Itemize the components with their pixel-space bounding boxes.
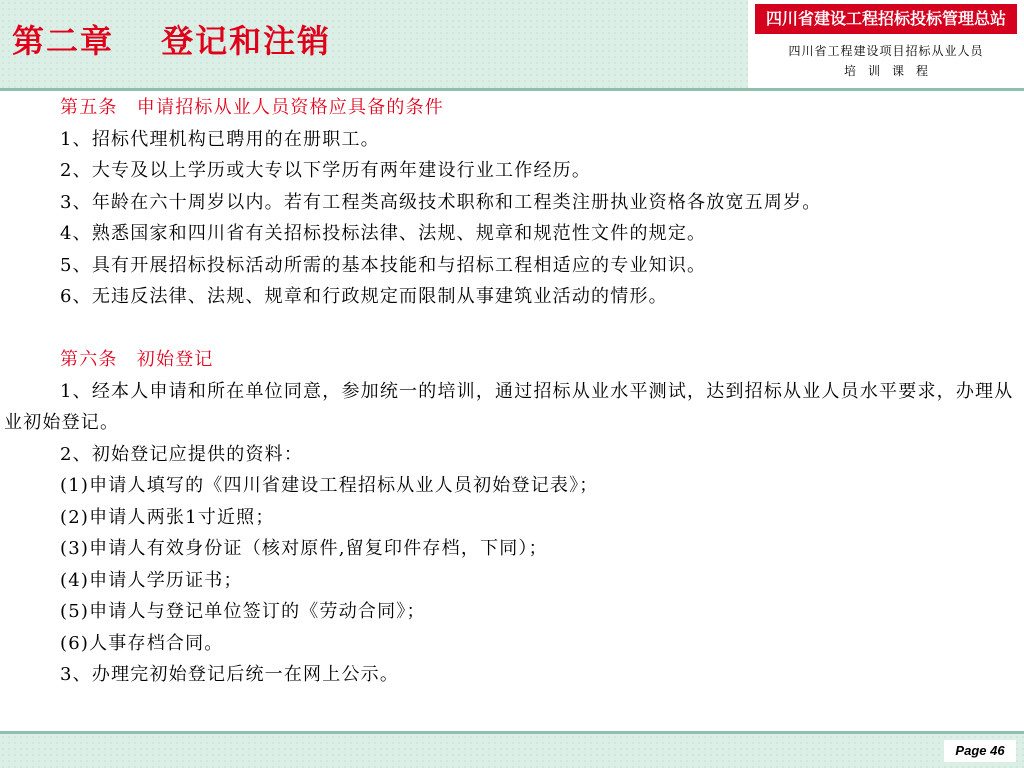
spacer (4, 313, 1020, 345)
slide-content (4, 92, 1020, 691)
article-5-item-2: 2、大专及以上学历或大专以下学历有两年建设行业工作经历。 (60, 160, 592, 181)
material-item-3: (3)申请人有效身份证（核对原件,留复印件存档，下同）； (60, 538, 548, 559)
organization-box (748, 0, 1024, 88)
article-5-heading: 第五条 申请招标从业人员资格应具备的条件 (60, 97, 444, 118)
footer-band (0, 734, 1024, 768)
article-6-item-1: 1、经本人申请和所在单位同意，参加统一的培训，通过招标从业水平测试，达到招标从业人员水平要求，办理从业初始登记。 (4, 380, 1014, 433)
header-divider (0, 88, 1024, 91)
article-5-item-5: 5、具有开展招标投标活动所需的基本技能和与招标工程相适应的专业知识。 (60, 254, 707, 276)
article-5-item-6: 6、无违反法律、法规、规章和行政规定而限制从事建筑业活动的情形。 (60, 286, 668, 307)
organization-name: 四川省建设工程招标投标管理总站 (755, 4, 1017, 34)
article-6-item-2: 2、初始登记应提供的资料： (60, 443, 304, 465)
page-number: Page 46 (944, 740, 1016, 762)
material-item-2: (2)申请人两张1寸近照； (60, 506, 275, 528)
material-item-1: (1)申请人填写的《四川省建设工程招标从业人员初始登记表》； (60, 475, 599, 496)
article-5-item-4: 4、熟悉国家和四川省有关招标投标法律、法规、规章和规范性文件的规定。 (60, 223, 707, 244)
header-band (0, 0, 1024, 88)
course-label: 培训课程 (843, 64, 940, 78)
material-item-6: (6)人事存档合同。 (60, 632, 224, 654)
article-6-heading: 第六条 初始登记 (60, 349, 214, 370)
material-item-5: (5)申请人与登记单位签订的《劳动合同》； (60, 601, 426, 622)
course-subtitle: 四川省工程建设项目招标从业人员 (788, 44, 984, 58)
material-item-4: (4)申请人学历证书； (60, 569, 243, 591)
article-6-item-3: 3、办理完初始登记后统一在网上公示。 (60, 664, 400, 685)
article-5-item-3: 3、年龄在六十周岁以内。若有工程类高级技术职称和工程类注册执业资格各放宽五周岁。 (60, 191, 822, 213)
chapter-title: 第二章 登记和注销 (12, 22, 332, 60)
article-5-item-1: 1、招标代理机构已聘用的在册职工。 (60, 128, 380, 150)
